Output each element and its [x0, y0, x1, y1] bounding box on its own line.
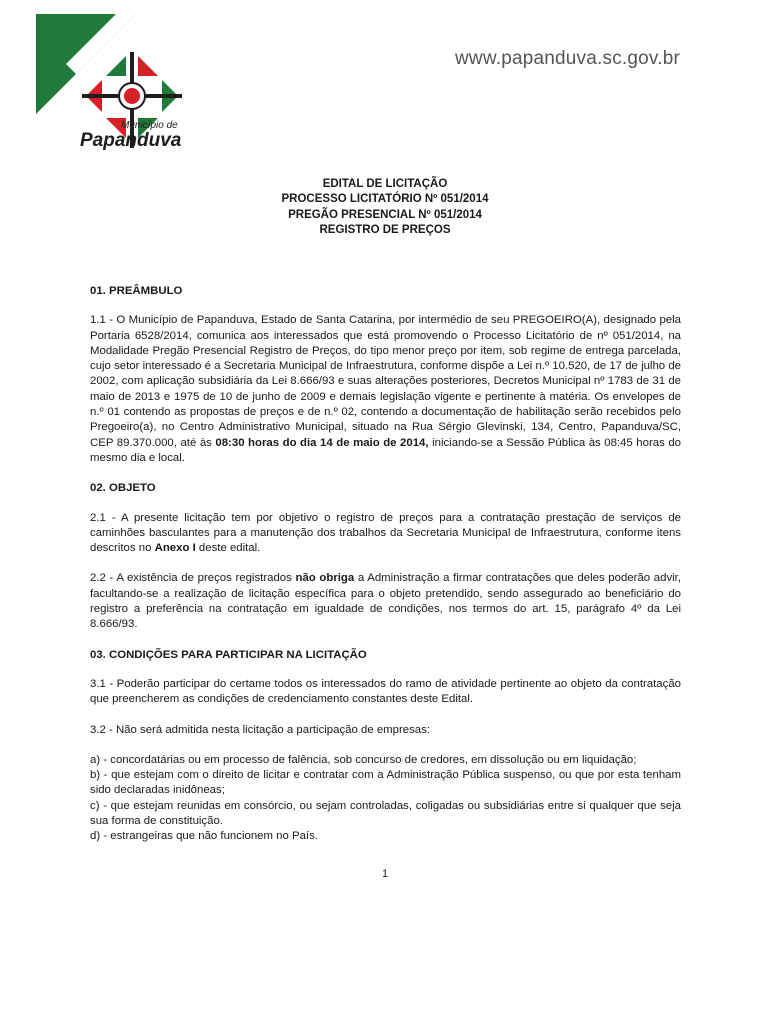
paragraph-text: deste edital. — [195, 542, 261, 555]
paragraph-text: 2.1 - A presente licitação tem por objetivo o registro de preços para a contratação prestação de serviços de caminhões basculantes para a manutenção dos trabalhos da Secretaria Municipal de Infraestrutura, conforme itens descritos no — [90, 511, 681, 555]
title-line-3: PREGÃO PRESENCIAL Nº 051/2014 — [288, 208, 482, 221]
list-item-c: c) - que estejam reunidas em consórcio, ou sejam controladas, coligadas ou subsidiárias entre si qualquer que seja sua forma de constituição. — [90, 799, 681, 828]
paragraph-text: iniciando-se a Sessão Pública às 08:45 horas do mesmo dia e local. — [90, 436, 681, 464]
page-number: 1 — [381, 868, 389, 880]
list-item-d: d) - estrangeiras que não funcionem no País. — [90, 830, 318, 843]
paragraph-text: a Administração a firmar contratações que deles poderão advir, facultando-se a realização de licitação específica para o objeto pretendido, sendo assegurado ao beneficiário do registro a preferência na contratação em igualdade de condições, nos termos do art. 15, parágrafo 4º da Lei 8.666/93. — [90, 572, 681, 631]
section-heading-condicoes: 03. CONDIÇÕES PARA PARTICIPAR NA LICITAÇÃO — [90, 648, 367, 661]
logo-name: Papanduva — [80, 130, 182, 151]
paragraph-1-1 — [90, 313, 681, 466]
list-item-b: b) - que estejam com o direito de licitar e contratar com a Administração Pública suspenso, ou que por esta tenham sido declaradas inidôneas; — [90, 769, 681, 797]
paragraph-text: 1.1 - O Município de Papanduva, Estado de Santa Catarina, por intermédio de seu PREGOEIRO(A), designado pela Portaria 6528/2014, comunica aos interessados que está promovendo o Processo Licitatório de nº 051/2014, na Modalidade Pregão Presencial Registro de Preços, do tipo menor preço por item, sob regime de entrega parcelada, cujo setor interessado é a Secretaria Municipal de Infraestrutura, conforme dispõe a Lei n.º 10.520, de 17 de julho de 2002, com aplicação subsidiária da Lei 8.666/93 e suas alterações posteriores, Decretos Municipal nº 1783 de 31 de maio de 2013 e 1975 de 10 de junho de 2009 e demais legislação vigente e pertinente à matéria. Os envelopes de n.º 01 contendo as propostas de preços e de n.º 02, contendo a documentação de habilitação serão recebidos pelo Pregoeiro(a), no Centro Administrativo Municipal, situado na Rua Sérgio Glevinski, 134, Centro, Papanduva/SC, CEP 89.370.000, até às — [90, 314, 681, 449]
municipality-logo — [36, 14, 196, 154]
title-line-1: EDITAL DE LICITAÇÃO — [322, 178, 448, 190]
emphasis-text: não obriga — [295, 572, 355, 585]
title-line-4: REGISTRO DE PREÇOS — [319, 223, 451, 236]
session-datetime: 08:30 horas do dia 14 de maio de 2014, — [215, 436, 429, 449]
list-item-a: a) - concordatárias ou em processo de falência, sob concurso de credores, em dissolução ou em liquidação; — [90, 753, 637, 766]
paragraph-text: 2.2 - A existência de preços registrados — [90, 572, 296, 585]
section-heading-objeto: 02. OBJETO — [90, 482, 156, 495]
paragraph-3-1: 3.1 - Poderão participar do certame todos os interessados do ramo de atividade pertinente ao objeto da contratação que preencherem as condições de credenciamento constantes deste Edital. — [90, 677, 681, 706]
logo-subtitle: Município de — [121, 120, 178, 131]
document-title — [0, 177, 770, 238]
website-url: www.papanduva.sc.gov.br — [455, 48, 680, 69]
document-body — [90, 284, 681, 845]
paragraph-2-2 — [90, 571, 681, 632]
paragraph-2-1 — [90, 511, 681, 557]
section-heading-preambulo: 01. PREÂMBULO — [90, 285, 183, 297]
annex-reference: Anexo I — [154, 542, 196, 555]
title-line-2: PROCESSO LICITATÓRIO Nº 051/2014 — [281, 193, 489, 206]
paragraph-3-2: 3.2 - Não será admitida nesta licitação a participação de empresas: — [90, 723, 431, 736]
